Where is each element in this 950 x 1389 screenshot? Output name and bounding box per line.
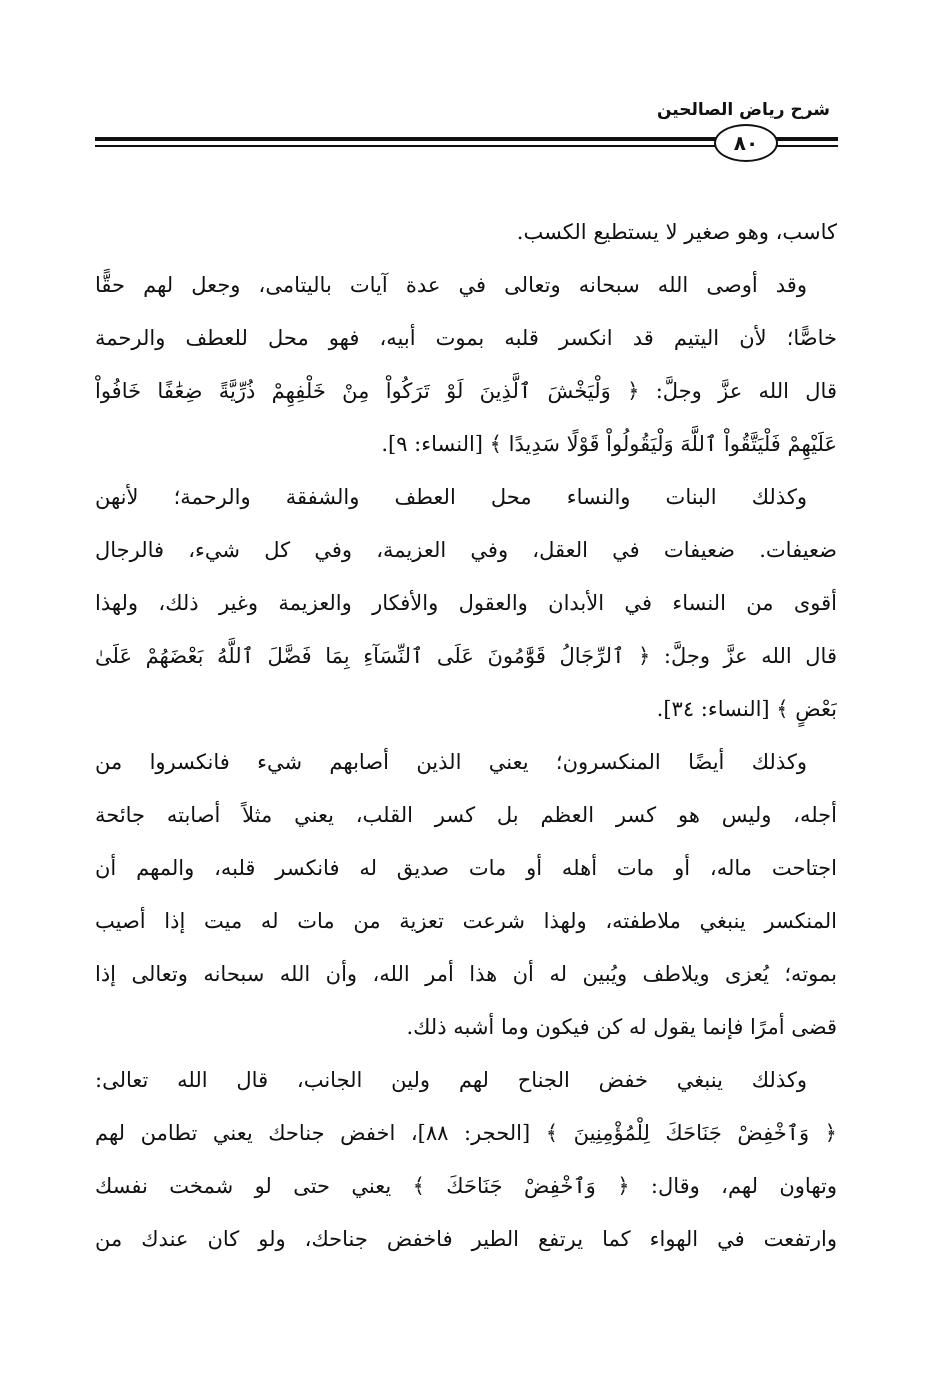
text-line: وقد أوصى الله سبحانه وتعالى في عدة آيات باليتامى، وجعل لهم حقًّا — [95, 273, 807, 297]
text-line: وكذلك ينبغي خفض الجناح لهم ولين الجانب، قال الله تعالى: — [95, 1068, 807, 1092]
text-line: وكذلك أيضًا المنكسرون؛ يعني الذين أصابهم شيء فانكسروا من — [95, 750, 807, 774]
text-line: ضعيفات. ضعيفات في العقل، وفي العزيمة، وفي كل شيء، فالرجال — [95, 538, 837, 562]
text-line: اجتاحت ماله، أو مات أهله أو مات صديق له فانكسر قلبه، والمهم أن — [95, 856, 837, 880]
text-line: بَعْضٍ ﴾ [النساء: ٣٤]. — [656, 697, 837, 721]
text-line: وارتفعت في الهواء كما يرتفع الطير فاخفض جناحك، ولو كان عندك من — [95, 1227, 837, 1251]
text-line: كاسب، وهو صغير لا يستطيع الكسب. — [516, 220, 837, 244]
text-line: المنكسر ينبغي ملاطفته، ولهذا شرعت تعزية من مات له ميت إذا أصيب — [95, 909, 837, 933]
text-line: ﴿ وَٱخْفِضْ جَنَاحَكَ لِلْمُؤْمِنِينَ ﴾ [الحجر: ٨٨]، اخفض جناحك يعني تطامن لهم — [95, 1121, 837, 1145]
text-line: قال الله عزَّ وجلَّ: ﴿ ٱلرِّجَالُ قَوَّٰمُونَ عَلَى ٱلنِّسَآءِ بِمَا فَضَّلَ ٱللَّهُ بَعْضَهُمْ عَلَىٰ — [95, 644, 837, 668]
running-head: شرح رياض الصالحين — [656, 100, 830, 120]
text-line: عَلَيْهِمْ فَلْيَتَّقُواْ ٱللَّهَ وَلْيَقُولُواْ قَوْلًا سَدِيدًا ﴾ [النساء: ٩]. — [381, 432, 837, 456]
page-number: ٨٠ — [714, 124, 778, 162]
text-line: وتهاون لهم، وقال: ﴿ وَٱخْفِضْ جَنَاحَكَ ﴾ يعني حتى لو شمخت نفسك — [95, 1174, 837, 1198]
text-body — [95, 206, 837, 1266]
text-line: بموته؛ يُعزى ويلاطف ويُبين له أن هذا أمر الله، وأن الله سبحانه وتعالى إذا — [95, 962, 837, 986]
text-line: خاصًّا؛ لأن اليتيم قد انكسر قلبه بموت أبيه، فهو محل للعطف والرحمة — [95, 326, 837, 350]
text-line: أقوى من النساء في الأبدان والعقول والأفكار والعزيمة وغير ذلك، ولهذا — [95, 591, 837, 615]
text-line: وكذلك البنات والنساء محل العطف والشفقة والرحمة؛ لأنهن — [95, 485, 807, 509]
text-line: أجله، وليس هو كسر العظم بل كسر القلب، يعني مثلاً أصابته جائحة — [95, 803, 837, 827]
text-line: قال الله عزَّ وجلَّ: ﴿ وَلْيَخْشَ ٱلَّذِينَ لَوْ تَرَكُواْ مِنْ خَلْفِهِمْ ذُرِّيَّةً ضِعَٰفًا خَافُواْ — [95, 379, 837, 403]
text-line: قضى أمرًا فإنما يقول له كن فيكون وما أشبه ذلك. — [406, 1015, 837, 1039]
